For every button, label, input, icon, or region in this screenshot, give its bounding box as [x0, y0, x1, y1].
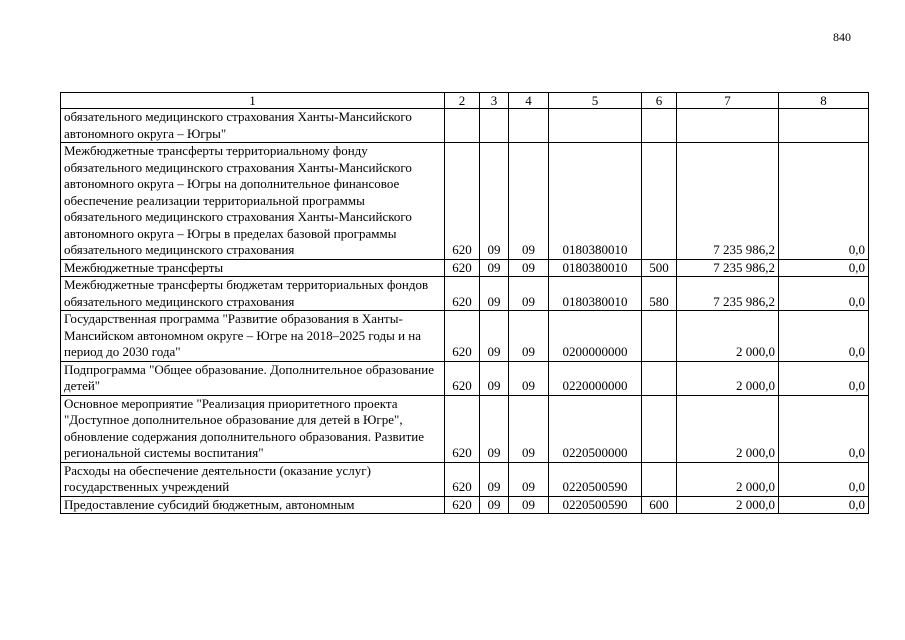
- table-row: [61, 143, 869, 260]
- csr-cell: 0220500000: [549, 395, 642, 462]
- vr-cell: [642, 462, 677, 496]
- row-name: Расходы на обеспечение деятельности (оказание услуг) государственных учреждений: [61, 462, 445, 496]
- pr-cell: 09: [509, 311, 549, 362]
- header-cell: 8: [779, 93, 869, 109]
- header-cell: 4: [509, 93, 549, 109]
- header-cell: 7: [677, 93, 779, 109]
- vr-cell: [642, 143, 677, 260]
- vr-cell: [642, 361, 677, 395]
- pr-cell: 09: [509, 496, 549, 514]
- sum1-cell: 2 000,0: [677, 361, 779, 395]
- header-cell: 5: [549, 93, 642, 109]
- sum2-cell: [779, 109, 869, 143]
- row-name: Предоставление субсидий бюджетным, автономным: [61, 496, 445, 514]
- sum1-cell: 7 235 986,2: [677, 259, 779, 277]
- vr-cell: [642, 395, 677, 462]
- sum2-cell: 0,0: [779, 143, 869, 260]
- page-number: 840: [833, 30, 851, 44]
- ved-cell: [445, 109, 480, 143]
- row-name: обязательного медицинского страхования Ханты-Мансийского автономного округа – Югры": [61, 109, 445, 143]
- ved-cell: 620: [445, 395, 480, 462]
- rz-cell: 09: [480, 311, 509, 362]
- vr-cell: 600: [642, 496, 677, 514]
- header-cell: 6: [642, 93, 677, 109]
- sum1-cell: [677, 109, 779, 143]
- rz-cell: [480, 109, 509, 143]
- rz-cell: 09: [480, 462, 509, 496]
- sum2-cell: 0,0: [779, 395, 869, 462]
- rz-cell: 09: [480, 259, 509, 277]
- sum2-cell: 0,0: [779, 361, 869, 395]
- header-cell: 1: [61, 93, 445, 109]
- sum2-cell: 0,0: [779, 259, 869, 277]
- csr-cell: [549, 109, 642, 143]
- row-name: Основное мероприятие "Реализация приоритетного проекта "Доступное дополнительное образование для детей в Югре", обновление содержания дополнительного образования. Развитие региональной системы воспитания": [61, 395, 445, 462]
- ved-cell: 620: [445, 143, 480, 260]
- rz-cell: 09: [480, 361, 509, 395]
- ved-cell: 620: [445, 462, 480, 496]
- header-cell: 2: [445, 93, 480, 109]
- rz-cell: 09: [480, 496, 509, 514]
- sum1-cell: 7 235 986,2: [677, 277, 779, 311]
- row-name: Межбюджетные трансферты территориальному фонду обязательного медицинского страхования Ханты-Мансийского автономного округа – Югры на дополнительное финансовое обеспечение реализации территориальной программы обязательного медицинского страхования Ханты-Мансийского автономного округа – Югры в пределах базовой программы обязательного медицинского страхования: [61, 143, 445, 260]
- table-row: [61, 361, 869, 395]
- table-row: [61, 462, 869, 496]
- header-cell: 3: [480, 93, 509, 109]
- vr-cell: 500: [642, 259, 677, 277]
- budget-table: [60, 92, 869, 514]
- rz-cell: 09: [480, 395, 509, 462]
- table-row: [61, 277, 869, 311]
- rz-cell: 09: [480, 143, 509, 260]
- ved-cell: 620: [445, 496, 480, 514]
- pr-cell: 09: [509, 462, 549, 496]
- csr-cell: 0220000000: [549, 361, 642, 395]
- csr-cell: 0180380010: [549, 143, 642, 260]
- vr-cell: [642, 109, 677, 143]
- sum1-cell: 2 000,0: [677, 496, 779, 514]
- table-row: [61, 395, 869, 462]
- ved-cell: 620: [445, 311, 480, 362]
- ved-cell: 620: [445, 361, 480, 395]
- csr-cell: 0220500590: [549, 462, 642, 496]
- row-name: Межбюджетные трансферты бюджетам территориальных фондов обязательного медицинского страхования: [61, 277, 445, 311]
- sum2-cell: 0,0: [779, 277, 869, 311]
- vr-cell: 580: [642, 277, 677, 311]
- vr-cell: [642, 311, 677, 362]
- pr-cell: 09: [509, 395, 549, 462]
- csr-cell: 0200000000: [549, 311, 642, 362]
- csr-cell: 0180380010: [549, 259, 642, 277]
- ved-cell: 620: [445, 277, 480, 311]
- csr-cell: 0220500590: [549, 496, 642, 514]
- pr-cell: 09: [509, 361, 549, 395]
- row-name: Межбюджетные трансферты: [61, 259, 445, 277]
- table-row: [61, 259, 869, 277]
- table-row: [61, 496, 869, 514]
- row-name: Подпрограмма "Общее образование. Дополнительное образование детей": [61, 361, 445, 395]
- table-row: [61, 311, 869, 362]
- pr-cell: [509, 109, 549, 143]
- sum1-cell: 2 000,0: [677, 462, 779, 496]
- sum2-cell: 0,0: [779, 462, 869, 496]
- pr-cell: 09: [509, 277, 549, 311]
- sum1-cell: 2 000,0: [677, 395, 779, 462]
- rz-cell: 09: [480, 277, 509, 311]
- sum1-cell: 2 000,0: [677, 311, 779, 362]
- csr-cell: 0180380010: [549, 277, 642, 311]
- sum1-cell: 7 235 986,2: [677, 143, 779, 260]
- pr-cell: 09: [509, 259, 549, 277]
- sum2-cell: 0,0: [779, 496, 869, 514]
- header-row: [61, 93, 869, 109]
- pr-cell: 09: [509, 143, 549, 260]
- ved-cell: 620: [445, 259, 480, 277]
- sum2-cell: 0,0: [779, 311, 869, 362]
- row-name: Государственная программа "Развитие образования в Ханты-Мансийском автономном округе – Югре на 2018–2025 годы и на период до 2030 года": [61, 311, 445, 362]
- table-row: [61, 109, 869, 143]
